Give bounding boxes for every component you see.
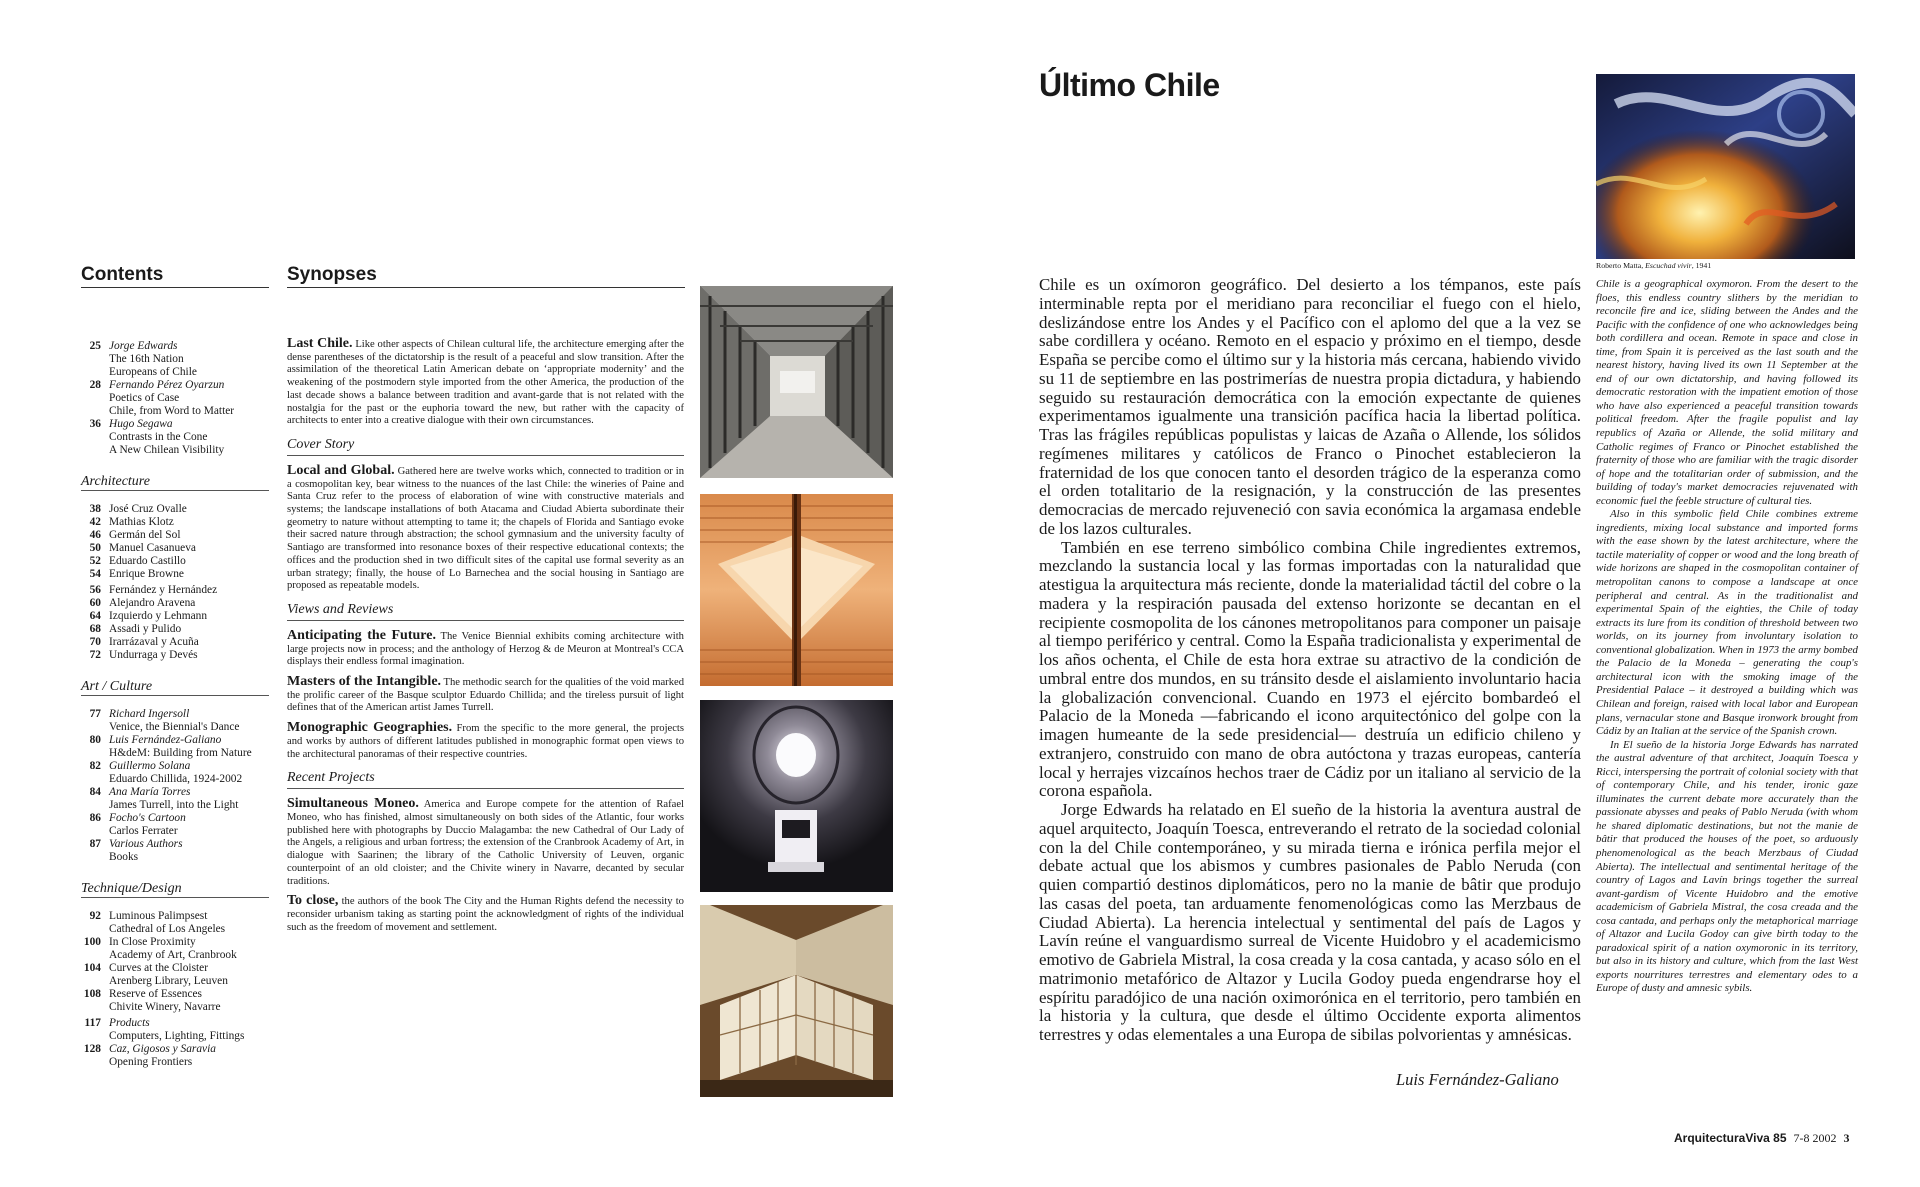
synopsis-paragraph (287, 895, 684, 934)
toc-section (81, 882, 271, 1069)
toc-author: Fernando Pérez Oyarzun (109, 379, 225, 391)
photo-wooden-interior (700, 494, 893, 686)
toc-title-line: Chivite Winery, Navarre (109, 1001, 221, 1013)
toc-entry[interactable] (81, 649, 271, 662)
toc-page-number: 72 (89, 649, 101, 661)
article-signature: Luis Fernández-Galiano (1396, 1070, 1559, 1089)
toc-title-line: James Turrell, into the Light (109, 799, 239, 811)
toc-title-line: Chile, from Word to Matter (109, 405, 235, 417)
toc-page-number: 38 (89, 503, 101, 515)
toc-entry[interactable] (81, 503, 271, 516)
toc-entry-text (109, 529, 181, 542)
synopsis-paragraph (287, 722, 684, 761)
toc-entry[interactable] (81, 516, 271, 529)
english-paragraph: Also in this symbolic field Chile combines extreme ingredients, mixing local substance and imported forms with the ease shown by the latest architecture, where the tactile materiality of copper or wood and the long breath of wide horizons are shaped in the cosmopolitan container of metropolitan canons to compose a landscape at once peripheral and central. As in the traditionalist and experimental Spain of the eighties, the Chile of today extracts its lure from its condition of threshold between two worlds, on its journey from involuntary isolation to conventional globalization. When in 1973 the army bombed the Palacio de la Moneda – generating the coup's architectural icon with the smoking image of the Presidential Palace – it destroyed a building which was Chilean and foreign, raised with local labor and European plans, vernacular stone and Basque ironwork brought from Cádiz by an Italian at the service of the Spanish crown. (1596, 508, 1858, 738)
toc-entry[interactable] (81, 1017, 271, 1043)
english-paragraph: In El sueño de la historia Jorge Edwards has narrated the austral adventure of that architect, Joaquín Toesca y Ricci, interspersing the portrait of colonial society with that of contemporary Chile, and his tender, ironic gaze illuminates the current debate more accurately than the passionate abysses and peaks of Pablo Neruda (with whom he shared diplomatic destinations, but not the manie de bâtir that produced the houses of the poet, so arduously phenomenological as the beach Merzbaus of Ciudad Abierta). The intellectual and sentimental heritage of the country of Lagos and Lavín brings together the surreal avant-gardism of Vicente Huidobro and the emotive academicism of Gabriela Mistral, the cosa creada and the cosa cantada, and perhaps only the metaphorical marriage of Altazor and Lucila Godoy can give birth today to the paradoxical spirit of a nation oxymoronic in its territory, but also in its history and culture, which from the last West exports nourritures terrestres and elementary odes to a Europe of dusty and amnesic sybils. (1596, 738, 1858, 995)
toc-entry-text (109, 734, 252, 760)
toc-entry-text (109, 760, 242, 786)
toc-title-line: The 16th Nation (109, 353, 184, 365)
toc-entry-text (109, 962, 228, 988)
synopsis-heading: Views and Reviews (287, 602, 684, 621)
painting-matta (1596, 74, 1855, 259)
toc-page-number: 80 (89, 734, 101, 746)
toc-title-line: Eduardo Chillida, 1924-2002 (109, 773, 243, 785)
toc-entry[interactable] (81, 988, 271, 1014)
toc-entry[interactable] (81, 623, 271, 636)
synopsis-section (287, 338, 684, 428)
toc-entry-text (109, 1043, 216, 1069)
toc-section-heading: Art / Culture (81, 680, 269, 696)
toc-title-line: Contrasts in the Cone (109, 431, 208, 443)
english-article-text (1596, 278, 1858, 996)
synopsis-paragraph (287, 462, 684, 593)
toc-page-number: 64 (89, 610, 101, 622)
toc-title-line: Reserve of Essences (109, 988, 202, 1000)
toc-entry[interactable] (81, 418, 271, 457)
toc-entry[interactable] (81, 597, 271, 610)
toc-author: Luis Fernández-Galiano (109, 734, 222, 746)
toc-title-line: Irarrázaval y Acuña (109, 636, 199, 648)
toc-entry[interactable] (81, 610, 271, 623)
toc-page-number: 28 (89, 379, 101, 391)
page-folio (1674, 1131, 1850, 1146)
toc-entry-text (109, 597, 195, 610)
toc-entry-text (109, 708, 239, 734)
toc-entry-text (109, 786, 238, 812)
toc-title-line: Alejandro Aravena (109, 597, 196, 609)
synopsis-lead: Local and Global. (287, 462, 395, 478)
toc-page-number: 108 (83, 988, 101, 1000)
toc-title-line: H&deM: Building from Nature (109, 747, 252, 759)
synopsis-section (287, 437, 684, 593)
toc-entry-text (109, 812, 186, 838)
toc-entry-text (109, 418, 224, 457)
toc-title-line: Venice, the Biennial's Dance (109, 721, 240, 733)
synopsis-heading: Cover Story (287, 437, 684, 456)
english-paragraph: Chile is a geographical oxymoron. From the desert to the floes, this endless country slithers by the meridian to reconcile fire and ice, sliding between the Andes and the Pacific with the confidence of one who acknowledges being both cordillera and ocean. Remote in space and close in time, from Spain it is perceived as the last south and the nearest history, having lived its own 11 September at the end of our own dictatorship, and having followed its democratic restoration with the impatient emotion of those who have also experienced a peaceful transition towards political freedom. After the fragile populist and lay republics of Azaña or Allende, the solid military and Catholic regimes of Franco or Pinochet established the fraternity of those who are familiar with the tragic disorder of hope and the totalitarian order of submission, and the building of today's market democracies rejuvenated with economic fuel the feeble structure of cultural ties. (1596, 278, 1858, 507)
toc-title-line: Academy of Art, Cranbrook (109, 949, 237, 961)
folio-page: 3 (1843, 1131, 1850, 1145)
synopsis-lead: Anticipating the Future. (287, 627, 436, 643)
toc-entry-text (109, 936, 237, 962)
toc-title-line: Manuel Casanueva (109, 542, 196, 554)
toc-title-line: Europeans of Chile (109, 366, 197, 378)
toc-title-line: Izquierdo y Lehmann (109, 610, 208, 622)
toc-title-line: Luminous Palimpsest (109, 910, 208, 922)
toc-page-number: 100 (83, 936, 101, 948)
toc-entry[interactable] (81, 962, 271, 988)
synopsis-lead: Last Chile. (287, 336, 353, 351)
toc-entry[interactable] (81, 734, 271, 760)
toc-title-line: José Cruz Ovalle (109, 503, 187, 515)
toc-entry-text (109, 542, 196, 555)
toc-entry[interactable] (81, 555, 271, 568)
toc-entry-text (109, 649, 198, 662)
table-of-contents (81, 340, 271, 1069)
toc-entry-text (109, 516, 174, 529)
synopsis-lead: Simultaneous Moneo. (287, 796, 419, 812)
synopsis-lead: Masters of the Intangible. (287, 674, 442, 690)
toc-entry[interactable] (81, 760, 271, 786)
toc-title-line: A New Chilean Visibility (109, 444, 225, 456)
toc-title-line: Enrique Browne (109, 568, 184, 580)
toc-page-number: 36 (89, 418, 101, 430)
folio-magazine: ArquitecturaViva 85 (1674, 1131, 1787, 1145)
toc-entry[interactable] (81, 529, 271, 542)
toc-entry[interactable] (81, 636, 271, 649)
synopsis-paragraph (287, 627, 684, 669)
toc-entry[interactable] (81, 542, 271, 555)
toc-author: Products (109, 1017, 150, 1029)
toc-author: Ana María Torres (109, 786, 191, 798)
toc-entry[interactable] (81, 568, 271, 581)
toc-author: Focho's Cartoon (109, 812, 186, 824)
toc-author: Jorge Edwards (109, 340, 178, 352)
toc-title-line: Mathias Klotz (109, 516, 174, 528)
caption-year: , 1941 (1691, 261, 1712, 270)
toc-author: Various Authors (109, 838, 183, 850)
painting-caption (1596, 261, 1711, 270)
toc-entry[interactable] (81, 838, 271, 864)
toc-title-line: Opening Frontiers (109, 1056, 193, 1068)
toc-entry-text (109, 584, 217, 597)
toc-entry-text (109, 1017, 244, 1043)
toc-entry-text (109, 610, 207, 623)
toc-title-line: Undurraga y Devés (109, 649, 198, 661)
synopsis-text: the authors of the book The City and the Human Rights defend the necessity to reconsider urbanism taking as starting point the acknowledgment of rights of the individual such as the freedom of movement and settlement. (287, 896, 684, 933)
spanish-paragraph: Jorge Edwards ha relatado en El sueño de la historia la aventura austral de aquel arquitecto, Joaquín Toesca, entreverando el retrato de la sociedad colonial con la del Chile contemporáneo, y su mirada tierna e irónica perfila mejor el debate actual que los abismos y cumbres pasionales de Pablo Neruda (con quien compartió destinos diplomáticos, pero no la manie de bâtir que produjo las casas del poeta, tan arduamente fenomenológicas como las Merzbaus de Ciudad Abierta). La herencia intelectual y sentimental del país de Lagos y Lavín reúne el vanguardismo surreal de Vicente Huidobro y el academicismo emotivo de Gabriela Mistral, la cosa creada y la cosa cantada, y acaso sólo en el matrimonio metafórico de Altazor y Lucila Godoy pueda engendrarse hoy el espíritu paradójico de una nación oximorónica en el territorio, pero también en la historia y la cultura, que desde el último Occidente exporta alimentos terrestres y odas elementales a una Europa de sibilas polvorientas y amnésicas. (1039, 800, 1581, 1044)
toc-author: Hugo Segawa (109, 418, 173, 430)
toc-entry-text (109, 379, 234, 418)
toc-section (81, 680, 271, 864)
toc-page-number: 92 (89, 910, 101, 922)
toc-entry-text (109, 636, 199, 649)
toc-title-line: Books (109, 851, 139, 863)
toc-page-number: 46 (89, 529, 101, 541)
synopsis-paragraph (287, 338, 684, 428)
toc-title-line: Arenberg Library, Leuven (109, 975, 228, 987)
toc-entry[interactable] (81, 786, 271, 812)
toc-title-line: Fernández y Hernández (109, 584, 218, 596)
photo-turrell-light-space (700, 700, 893, 892)
toc-title-line: Curves at the Cloister (109, 962, 209, 974)
spanish-article-text (1039, 276, 1581, 1045)
toc-page-number: 86 (89, 812, 101, 824)
toc-page-number: 77 (89, 708, 101, 720)
toc-entry-text (109, 988, 221, 1014)
toc-title-line: In Close Proximity (109, 936, 196, 948)
toc-entry[interactable] (81, 1043, 271, 1069)
toc-page-number: 82 (89, 760, 101, 772)
toc-page-number: 70 (89, 636, 101, 648)
toc-page-number: 60 (89, 597, 101, 609)
synopsis-text: Gathered here are twelve works which, connected to tradition or in a cosmopolitan key, bear witness to the nuances of the last Chile: the wineries of Paine and Santa Cruz refer to the process of elaboration of wine with constructive materials and systems; the landscape installations of both Atacama and Ciudad Abierta subordinate their geometry to nature without attempting to tame it; the chapels of Florida and Santiago evoke their sacred nature through abstraction; the school gymnasium and the university faculty of Santiago are transformed into resonance boxes of their respective educational contexts; the offices and the production shed in two difficult sites of the capital use formal severity as an urban strategy; finally, the house of Lo Barnechea and the social housing in Santiago are proposed as repeatable models. (287, 465, 684, 592)
photo-concrete-corridor (700, 286, 893, 478)
toc-page-number: 117 (84, 1017, 101, 1029)
toc-entry[interactable] (81, 910, 271, 936)
synopses-column (287, 338, 684, 934)
toc-page-number: 42 (89, 516, 101, 528)
toc-page-number: 25 (89, 340, 101, 352)
toc-entry-text (109, 910, 225, 936)
toc-entry-text (109, 623, 181, 636)
caption-author: Roberto Matta, (1596, 261, 1646, 270)
toc-page-number: 104 (83, 962, 101, 974)
synopsis-text: America and Europe compete for the attention of Rafael Moneo, who has finished, almost simultaneously on both sides of the Atlantic, four works published here with photographs by Duccio Malagamba: the new Cathedral of Our Lady of the Angels, a religious and urban fortress; the extension of the Cranbrook Academy of Art, in dialogue with Saarinen; the library of the Catholic University of Leuven, organic counterpoint of an old cloister; and the Chivite winery in Navarre, decanted by secular traditions. (287, 799, 685, 887)
synopsis-section (287, 602, 684, 761)
toc-title-line: Assadi y Pulido (109, 623, 182, 635)
toc-entry[interactable] (81, 379, 271, 418)
toc-section-heading: Technique/Design (81, 882, 269, 898)
contents-header: Contents (81, 264, 269, 288)
synopses-header: Synopses (287, 264, 685, 288)
synopsis-section (287, 770, 684, 934)
toc-entry[interactable] (81, 584, 271, 597)
toc-author: Guillermo Solana (109, 760, 191, 772)
synopsis-text: From the specific to the more general, the projects and works by authors of different latitudes published in monographic format open views to the architectural panoramas of their respective countries. (287, 723, 684, 760)
toc-title-line: Germán del Sol (109, 529, 181, 541)
synopsis-paragraph (287, 798, 684, 888)
toc-page-number: 52 (89, 555, 101, 567)
toc-entry[interactable] (81, 708, 271, 734)
toc-entry-text (109, 555, 186, 568)
synopsis-paragraph (287, 676, 684, 715)
toc-entry-text (109, 838, 183, 864)
toc-title-line: Computers, Lighting, Fittings (109, 1030, 245, 1042)
toc-entry[interactable] (81, 340, 271, 379)
toc-page-number: 68 (89, 623, 101, 635)
spanish-paragraph: Chile es un oxímoron geográfico. Del desierto a los témpanos, este país interminable repta por el meridiano para reconciliar el fuego con el hielo, deslizándose entre los Andes y el Pacífico con el aplomo del que a la vez se sabe cordillera y océano. Remoto en el espacio y próximo en el tiempo, desde España se percibe como el último sur y la historia más cercana, habiendo vivido su 11 de septiembre en las postrimerías de nuestra propia dictadura, y habiendo seguido su restauración democrática con la emoción expectante de quienes experimentamos igualmente una transición pacífica hacia la libertad política. Tras las frágiles repúblicas populistas y laicas de Azaña o Allende, los sólidos regímenes militares y católicos de Franco o Pinochet establecieron la fraternidad de los que conocen tanto el desorden trágico de la esperanza como el orden totalitario de la resignación, y la construcción de las presentes democracias de mercado rejuveneció con savia económica la argamasa endeble de los lazos culturales. (1039, 275, 1581, 538)
toc-section (81, 475, 271, 662)
toc-author: Caz, Gigosos y Saravia (109, 1043, 216, 1055)
toc-title-line: Poetics of Case (109, 392, 180, 404)
synopsis-lead: Monographic Geographies. (287, 720, 453, 736)
spanish-paragraph: También en ese terreno simbólico combina Chile ingredientes extremos, mezclando la sustancia local y las formas importadas con la naturalidad que atestigua la arquitectura más reciente, donde la materialidad táctil del cobre o la madera y la respiración pausada del extenso horizonte se decantan en el recipiente cosmopolita de los cánones metropolitanos para componer un paisaje al tiempo periférico y central. Como la España tradicionalista y experimental de los años ochenta, el Chile de esta hora extrae su atractivo de la condición de umbral entre dos mundos, en su tránsito desde el aislamiento involuntario hacia la globalización convencional. Cuando en 1973 el ejército bombardeó el Palacio de la Moneda —fabricando el icono arquitectónico del golpe con la imagen humeante de la sede presidencial— destruía un edificio chileno y extranjero, construido con mano de obra autóctona y trazas europeas, cantería local y herrajes vizcaínos hechos traer de Cádiz por un italiano al servicio de la corona española. (1039, 537, 1581, 801)
toc-author: Richard Ingersoll (109, 708, 190, 720)
toc-section-heading: Architecture (81, 475, 269, 491)
synopsis-lead: To close, (287, 893, 339, 909)
synopsis-text: Like other aspects of Chilean cultural life, the architecture emerging after the dense parentheses of the dictatorship is the result of a peaceful and slow transition. After the assimilation of the theoretical Latin American debate on ‘appropriate modernity’ and the weakening of the postmodern style imported from the other America, the production of the last decade shows a balance between tradition and avant-garde that is not related with the nostalgia for the past or the euphoria toward the new, but rather with the capacity of architects to enter into a creative dialogue with their own circumstances. (287, 339, 685, 427)
caption-work: Escuchad vivir (1645, 261, 1692, 270)
article-title: Último Chile (1039, 67, 1220, 103)
toc-entry-text (109, 568, 184, 581)
toc-title-line: Cathedral of Los Angeles (109, 923, 226, 935)
photo-alabaster-cathedral (700, 905, 893, 1097)
toc-page-number: 56 (89, 584, 101, 596)
toc-page-number: 128 (83, 1043, 101, 1055)
toc-title-line: Carlos Ferrater (109, 825, 178, 837)
synopsis-text: The Venice Biennial exhibits coming architecture with large projects now in process; and the anthology of Herzog & de Meuron at Montreal's CCA displays their endless formal imagination. (287, 630, 684, 668)
toc-entry[interactable] (81, 812, 271, 838)
toc-page-number: 50 (89, 542, 101, 554)
toc-page-number: 54 (89, 568, 101, 580)
synopsis-text: The methodic search for the qualities of the void marked the prolific career of the Basque sculptor Eduardo Chillida; and the tireless pursuit of light defines that of the American artist James Turrell. (287, 677, 684, 714)
toc-page-number: 84 (89, 786, 101, 798)
toc-page-number: 87 (89, 838, 101, 850)
toc-entry-text (109, 340, 197, 379)
toc-entry-text (109, 503, 187, 516)
folio-date: 7-8 2002 (1793, 1131, 1837, 1145)
toc-section (81, 340, 271, 457)
toc-entry[interactable] (81, 936, 271, 962)
toc-title-line: Eduardo Castillo (109, 555, 186, 567)
synopsis-heading: Recent Projects (287, 770, 684, 789)
